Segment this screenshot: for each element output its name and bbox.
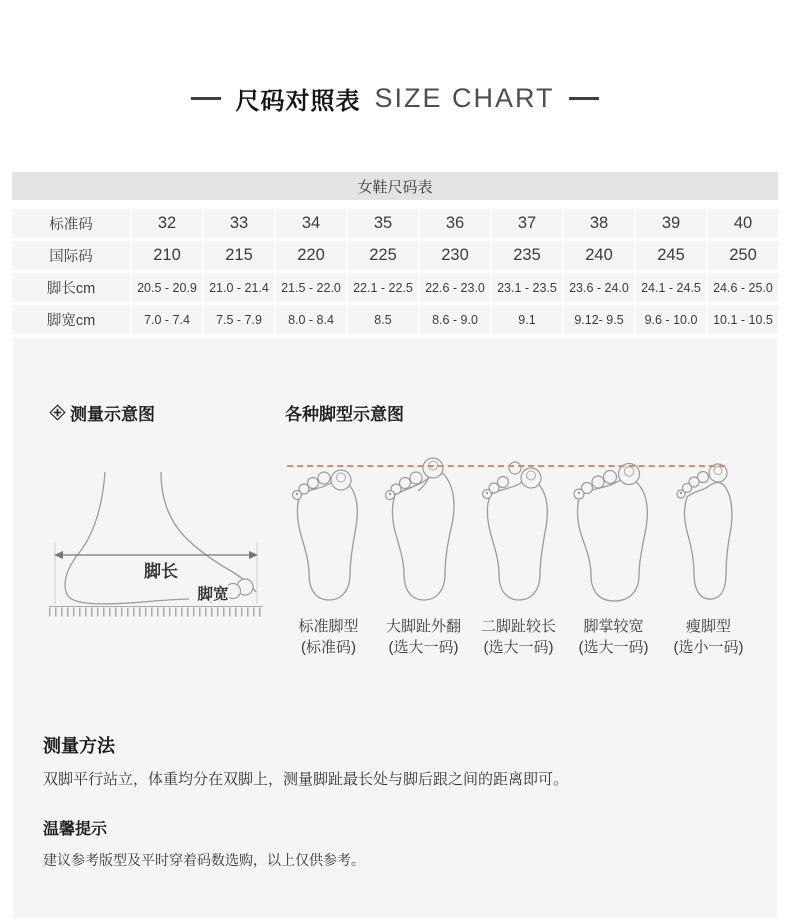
table-cell: 33 <box>204 209 274 238</box>
foot-type-advice: (选大一码) <box>578 639 649 656</box>
method-heading: 测量方法 <box>43 736 115 756</box>
standard-foot-icon <box>283 443 375 608</box>
measure-diagram-heading <box>49 400 155 425</box>
foot-type-advice: (选大一码) <box>483 639 554 656</box>
table-row-standard-size <box>12 209 778 238</box>
table-cell: 22.1 - 22.5 <box>348 273 418 302</box>
foot-type-name: 大脚趾外翻 <box>385 618 461 635</box>
foot-length-label: 脚长 <box>144 562 178 581</box>
table-cell: 225 <box>348 241 418 270</box>
foot-type-advice: (标准码) <box>300 639 356 656</box>
title-dash-left <box>191 97 221 100</box>
foot-width-label: 脚宽 <box>197 586 229 603</box>
method-body: 双脚平行站立，体重均分在双脚上，测量脚趾最长处与脚后跟之间的距离即可。 <box>43 771 569 788</box>
size-table-body <box>12 209 778 334</box>
table-cell: 21.0 - 21.4 <box>204 273 274 302</box>
table-cell: 210 <box>132 241 202 270</box>
table-row-foot-length <box>12 273 778 302</box>
table-cell: 40 <box>708 209 778 238</box>
table-cell: 35 <box>348 209 418 238</box>
feet-row <box>281 443 759 658</box>
table-cell: 24.1 - 24.5 <box>636 273 706 302</box>
foot-type-label <box>674 616 744 658</box>
diamond-plus-icon <box>49 404 66 421</box>
valgus-foot-icon <box>378 443 470 608</box>
thin-foot-icon <box>663 443 755 608</box>
foot-type-wide <box>566 443 661 658</box>
table-cell: 24.6 - 25.0 <box>708 273 778 302</box>
table-cell: 20.5 - 20.9 <box>132 273 202 302</box>
foot-type-name: 脚掌较宽 <box>583 618 644 635</box>
table-cell: 23.6 - 24.0 <box>564 273 634 302</box>
title-dash-right <box>569 97 599 100</box>
wide-foot-icon <box>568 443 660 608</box>
table-cell: 10.1 - 10.5 <box>708 305 778 334</box>
table-cell: 23.1 - 23.5 <box>492 273 562 302</box>
size-table <box>12 172 778 337</box>
foot-types-heading <box>285 400 404 425</box>
table-cell: 22.6 - 23.0 <box>420 273 490 302</box>
table-cell: 9.1 <box>492 305 562 334</box>
table-cell: 9.6 - 10.0 <box>636 305 706 334</box>
table-cell: 8.5 <box>348 305 418 334</box>
table-cell: 8.0 - 8.4 <box>276 305 346 334</box>
measure-heading-text: 测量示意图 <box>70 405 155 424</box>
table-cell: 9.12- 9.5 <box>564 305 634 334</box>
table-cell: 220 <box>276 241 346 270</box>
page-title <box>0 80 790 116</box>
page-title-en: SIZE CHART <box>374 82 555 113</box>
foot-types-area <box>281 443 759 658</box>
table-row-foot-width <box>12 305 778 334</box>
table-cell: 235 <box>492 241 562 270</box>
foot-type-advice: (选大一码) <box>388 639 459 656</box>
table-cell: 7.5 - 7.9 <box>204 305 274 334</box>
table-cell: 32 <box>132 209 202 238</box>
foot-type-label <box>481 616 556 658</box>
foot-type-label <box>579 616 649 658</box>
row-label: 国际码 <box>12 241 130 270</box>
table-cell: 39 <box>636 209 706 238</box>
table-cell: 8.6 - 9.0 <box>420 305 490 334</box>
foot-type-name: 瘦脚型 <box>685 618 731 635</box>
foot-type-standard <box>281 443 376 658</box>
foot-type-thin <box>661 443 756 658</box>
foot-type-label <box>386 616 461 658</box>
table-cell: 34 <box>276 209 346 238</box>
size-table-title: 女鞋尺码表 <box>12 172 778 200</box>
table-cell: 215 <box>204 241 274 270</box>
foot-type-label <box>298 616 358 658</box>
table-cell: 37 <box>492 209 562 238</box>
table-row-intl-size <box>12 241 778 270</box>
table-cell: 250 <box>708 241 778 270</box>
table-cell: 240 <box>564 241 634 270</box>
tips-body: 建议参考版型及平时穿着码数选购，以上仅供参考。 <box>43 852 365 868</box>
foot-side-view-diagram <box>41 436 271 626</box>
table-cell: 245 <box>636 241 706 270</box>
table-cell: 36 <box>420 209 490 238</box>
row-label: 脚宽cm <box>12 305 130 334</box>
table-cell: 21.5 - 22.0 <box>276 273 346 302</box>
types-heading-text: 各种脚型示意图 <box>285 405 404 424</box>
table-cell: 230 <box>420 241 490 270</box>
info-panel <box>13 338 777 918</box>
foot-type-valgus <box>376 443 471 658</box>
toe-alignment-dashed-line <box>287 465 725 467</box>
long-second-toe-foot-icon <box>473 443 565 608</box>
page-title-zh: 尺码对照表 <box>235 87 361 115</box>
tips-heading: 温馨提示 <box>43 821 108 838</box>
table-cell: 7.0 - 7.4 <box>132 305 202 334</box>
foot-type-name: 标准脚型 <box>298 618 359 635</box>
row-label: 标准码 <box>12 209 130 238</box>
row-label: 脚长cm <box>12 273 130 302</box>
table-cell: 38 <box>564 209 634 238</box>
foot-type-advice: (选小一码) <box>673 639 744 656</box>
foot-type-name: 二脚趾较长 <box>480 618 556 635</box>
foot-type-long-second-toe <box>471 443 566 658</box>
